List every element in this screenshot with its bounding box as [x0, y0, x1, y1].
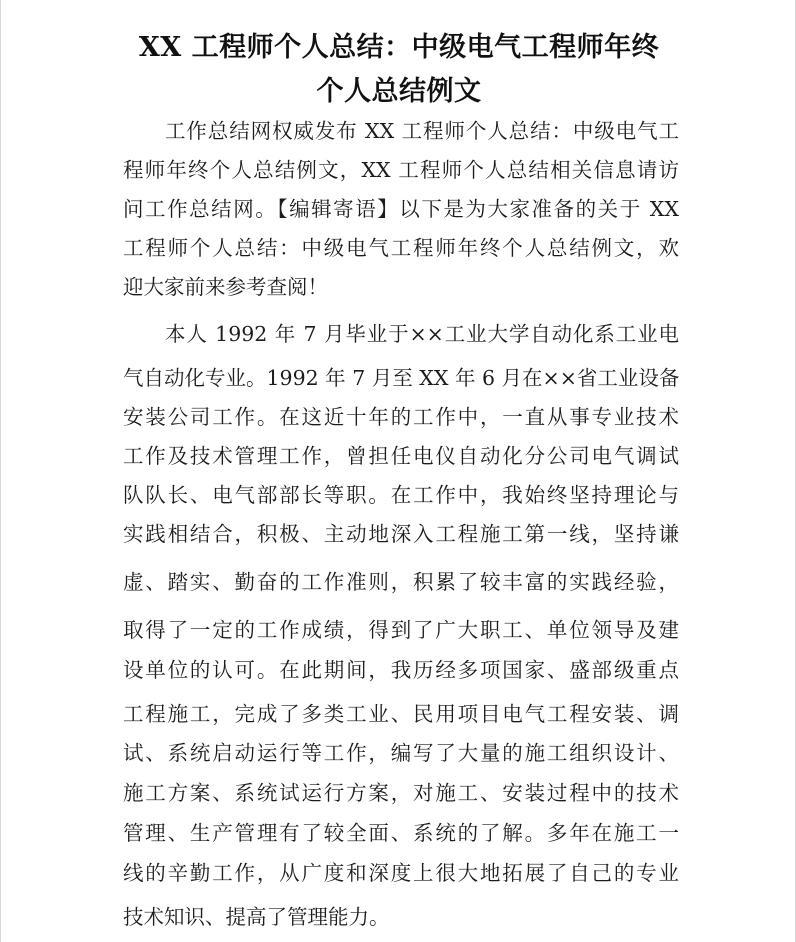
paragraph-line: 管理、生产管理有了较全面、系统的了解。多年在施工一: [123, 821, 679, 845]
paragraph-line: 队队长、电气部部长等职。在工作中，我始终坚持理论与: [123, 483, 679, 507]
paragraph-line: 迎大家前来参考查阅！: [123, 275, 328, 299]
paragraph-line: 设单位的认可。在此期间，我历经多项国家、盛部级重点: [123, 658, 679, 682]
paragraph-line: 工作总结网权威发布 XX 工程师个人总结：中级电气工: [165, 119, 679, 143]
paragraph-line: 技术知识、提高了管理能力。: [123, 905, 390, 929]
paragraph-line: 试、系统启动运行等工作，编写了大量的施工组织设计、: [123, 741, 679, 765]
paragraph-line: 工程师个人总结：中级电气工程师年终个人总结例文，欢: [123, 236, 679, 260]
paragraph-line: 线的辛勤工作，从广度和深度上很大地拓展了自己的专业: [123, 861, 679, 885]
paragraph-line: 施工方案、系统试运行方案，对施工、安装过程中的技术: [123, 781, 679, 805]
paragraph-line: 取得了一定的工作成绩，得到了广大职工、单位领导及建: [123, 618, 679, 642]
paragraph-line: 工程施工，完成了多类工业、民用项目电气工程安装、调: [123, 702, 679, 726]
paragraph-line: 气自动化专业。1992 年 7 月至 XX 年 6 月在××省工业设备: [123, 366, 680, 390]
paragraph-line: 虚、踏实、勤奋的工作准则，积累了较丰富的实践经验，: [123, 570, 679, 594]
document-title-line-2: 个人总结例文: [316, 76, 482, 107]
paragraph-line: 实践相结合，积极、主动地深入工程施工第一线，坚持谦: [123, 522, 679, 546]
paragraph-line: 问工作总结网。【编辑寄语】以下是为大家准备的关于 XX: [123, 197, 679, 221]
document-title-line-1: XX 工程师个人总结：中级电气工程师年终: [138, 32, 660, 63]
paragraph-line: 安装公司工作。在这近十年的工作中，一直从事专业技术: [123, 405, 679, 429]
paragraph-line: 本人 1992 年 7 月毕业于××工业大学自动化系工业电: [165, 322, 679, 346]
paragraph-line: 程师年终个人总结例文，XX 工程师个人总结相关信息请访: [123, 158, 679, 182]
paragraph-line: 工作及技术管理工作，曾担任电仪自动化分公司电气调试: [123, 444, 679, 468]
